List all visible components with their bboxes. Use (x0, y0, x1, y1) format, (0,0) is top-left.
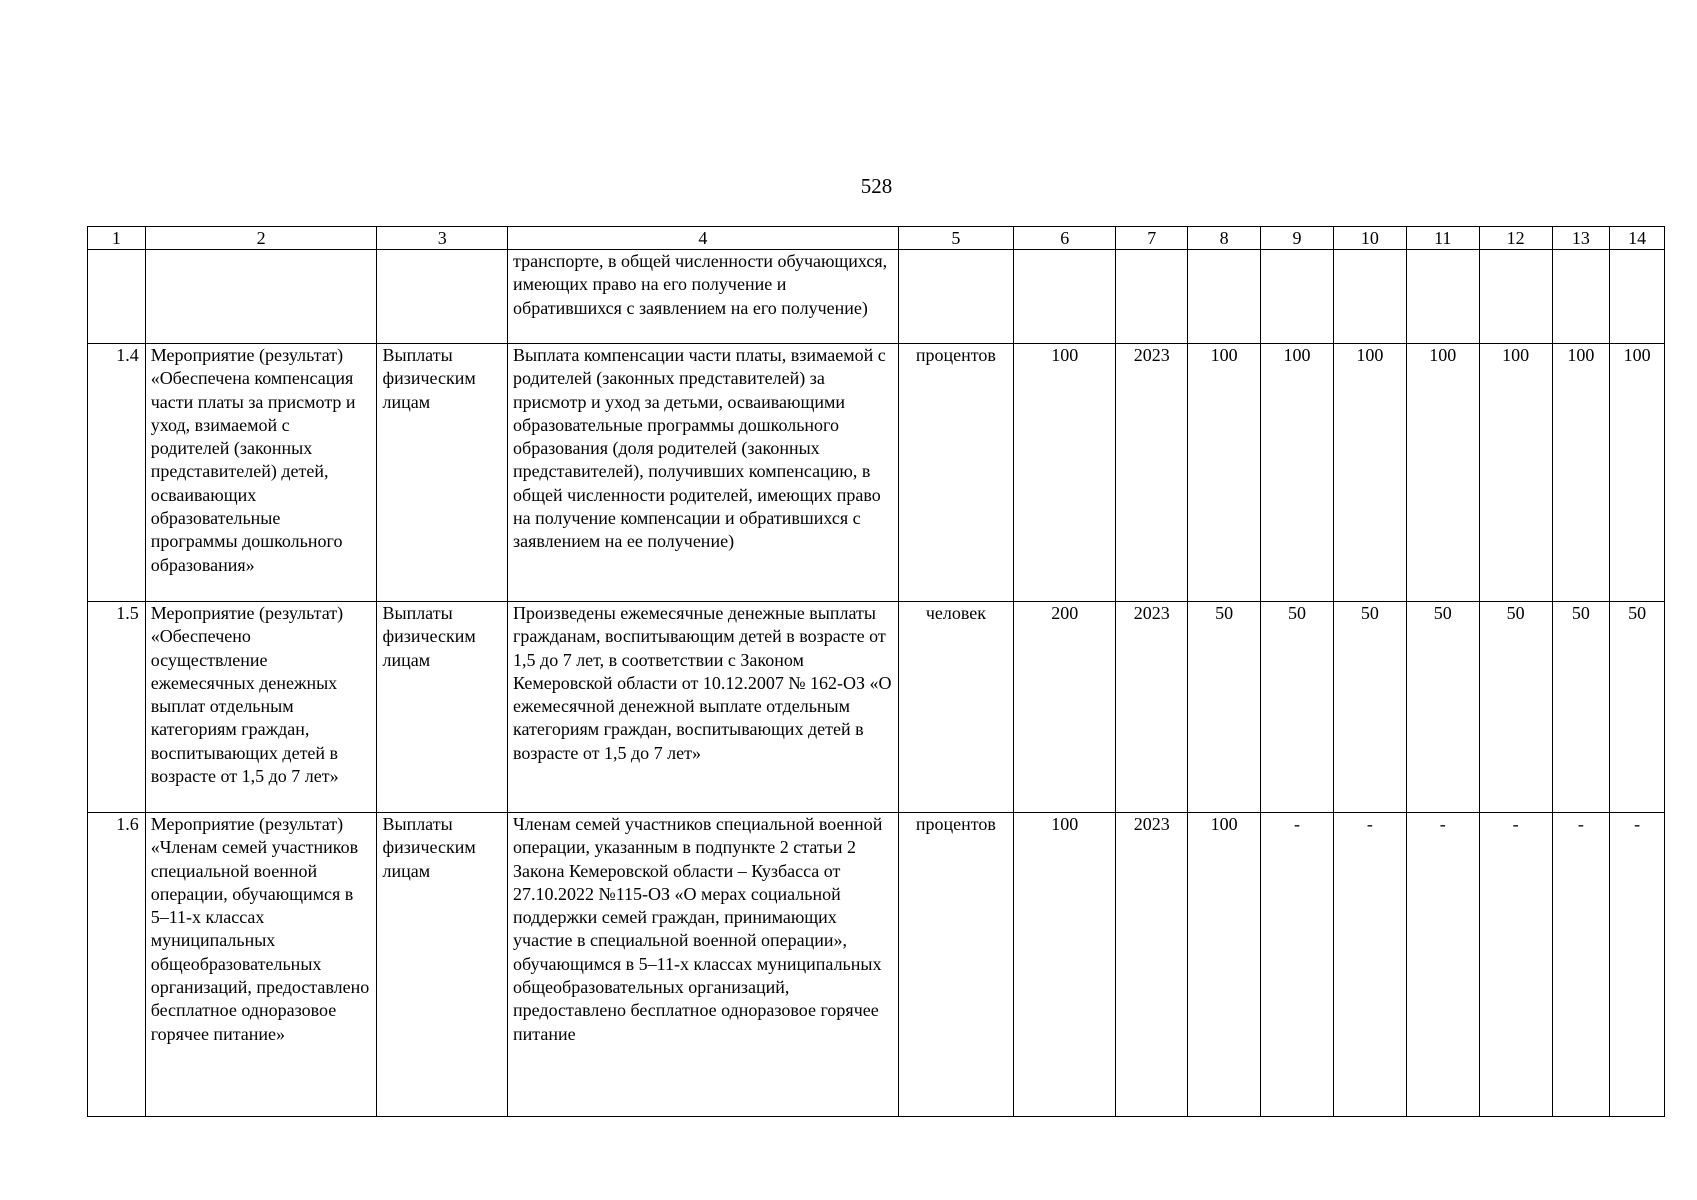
year-value (1333, 250, 1406, 344)
year-value (1479, 250, 1552, 344)
year-value: - (1552, 813, 1610, 1117)
year-value: - (1261, 813, 1334, 1117)
column-header: 10 (1333, 227, 1406, 250)
base-year (1116, 250, 1188, 344)
row-number: 1.4 (88, 344, 146, 602)
measure-name: Мероприятие (результат) «Членам семей участников специальной военной операции, обучающимся в 5–11-х классах муниципальных общеобразовательных организаций, предоставлено бесплатное одноразовое горячее питание» (145, 813, 377, 1117)
year-value: 100 (1261, 344, 1334, 602)
year-value: 100 (1188, 344, 1261, 602)
measure-description: Членам семей участников специальной военной операции, указанным в подпункте 2 статьи 2 Закона Кемеровской области – Кузбасса от 27.10.2022 №115-ОЗ «О мерах социальной поддержки семей граждан, принимающих участие в специальной военной операции», обучающимся в 5–11-х классах муниципальных общеобразовательных организаций, предоставлено бесплатное одноразовое горячее питание (508, 813, 899, 1117)
table-row (88, 602, 1665, 813)
year-value: 100 (1406, 344, 1479, 602)
column-header: 4 (508, 227, 899, 250)
base-year: 2023 (1116, 344, 1188, 602)
measure-type: Выплаты физическим лицам (377, 602, 508, 813)
measure-type (377, 250, 508, 344)
year-value (1261, 250, 1334, 344)
unit (898, 250, 1013, 344)
column-header: 5 (898, 227, 1013, 250)
year-value (1188, 250, 1261, 344)
year-value (1552, 250, 1610, 344)
year-value: 50 (1333, 602, 1406, 813)
row-number: 1.6 (88, 813, 146, 1117)
year-value: - (1406, 813, 1479, 1117)
table-header-row (88, 227, 1665, 250)
measure-description: транспорте, в общей численности обучающихся, имеющих право на его получение и обратившихся с заявлением на его получение) (508, 250, 899, 344)
year-value: 50 (1261, 602, 1334, 813)
table-row (88, 344, 1665, 602)
year-value: 100 (1333, 344, 1406, 602)
year-value: 100 (1552, 344, 1610, 602)
year-value (1610, 250, 1665, 344)
unit: человек (898, 602, 1013, 813)
table-row (88, 813, 1665, 1117)
page-number: 528 (860, 174, 893, 198)
year-value: 50 (1479, 602, 1552, 813)
year-value: - (1610, 813, 1665, 1117)
measure-name (145, 250, 377, 344)
year-value (1406, 250, 1479, 344)
base-value: 200 (1014, 602, 1116, 813)
year-value: 50 (1406, 602, 1479, 813)
column-header: 1 (88, 227, 146, 250)
base-year: 2023 (1116, 602, 1188, 813)
column-header: 3 (377, 227, 508, 250)
column-header: 12 (1479, 227, 1552, 250)
base-year: 2023 (1116, 813, 1188, 1117)
unit: процентов (898, 813, 1013, 1117)
base-value (1014, 250, 1116, 344)
measure-name: Мероприятие (результат) «Обеспечено осуществление ежемесячных денежных выплат отдельным категориям граждан, воспитывающих детей в возрасте от 1,5 до 7 лет» (145, 602, 377, 813)
measure-description: Выплата компенсации части платы, взимаемой с родителей (законных представителей) за присмотр и уход за детьми, осваивающими образовательные программы дошкольного образования (доля родителей (законных представителей), получивших компенсацию, в общей численности родителей, имеющих право на получение компенсации и обратившихся с заявлением на ее получение) (508, 344, 899, 602)
measure-name: Мероприятие (результат) «Обеспечена компенсация части платы за присмотр и уход, взимаемой с родителей (законных представителей) детей, осваивающих образовательные программы дошкольного образования» (145, 344, 377, 602)
measures-table (87, 226, 1665, 1117)
measure-type: Выплаты физическим лицам (377, 813, 508, 1117)
year-value: 50 (1552, 602, 1610, 813)
column-header: 13 (1552, 227, 1610, 250)
base-value: 100 (1014, 344, 1116, 602)
column-header: 14 (1610, 227, 1665, 250)
column-header: 6 (1014, 227, 1116, 250)
year-value: 100 (1479, 344, 1552, 602)
column-header: 8 (1188, 227, 1261, 250)
column-header: 11 (1406, 227, 1479, 250)
year-value: - (1333, 813, 1406, 1117)
year-value: 50 (1610, 602, 1665, 813)
unit: процентов (898, 344, 1013, 602)
table-row (88, 250, 1665, 344)
column-header: 2 (145, 227, 377, 250)
base-value: 100 (1014, 813, 1116, 1117)
row-number (88, 250, 146, 344)
row-number: 1.5 (88, 602, 146, 813)
measure-description: Произведены ежемесячные денежные выплаты гражданам, воспитывающим детей в возрасте от 1,5 до 7 лет, в соответствии с Законом Кемеровской области от 10.12.2007 № 162-ОЗ «О ежемесячной денежной выплате отдельным категориям граждан, воспитывающих детей в возрасте от 1,5 до 7 лет» (508, 602, 899, 813)
year-value: - (1479, 813, 1552, 1117)
column-header: 9 (1261, 227, 1334, 250)
year-value: 50 (1188, 602, 1261, 813)
year-value: 100 (1610, 344, 1665, 602)
column-header: 7 (1116, 227, 1188, 250)
measure-type: Выплаты физическим лицам (377, 344, 508, 602)
year-value: 100 (1188, 813, 1261, 1117)
